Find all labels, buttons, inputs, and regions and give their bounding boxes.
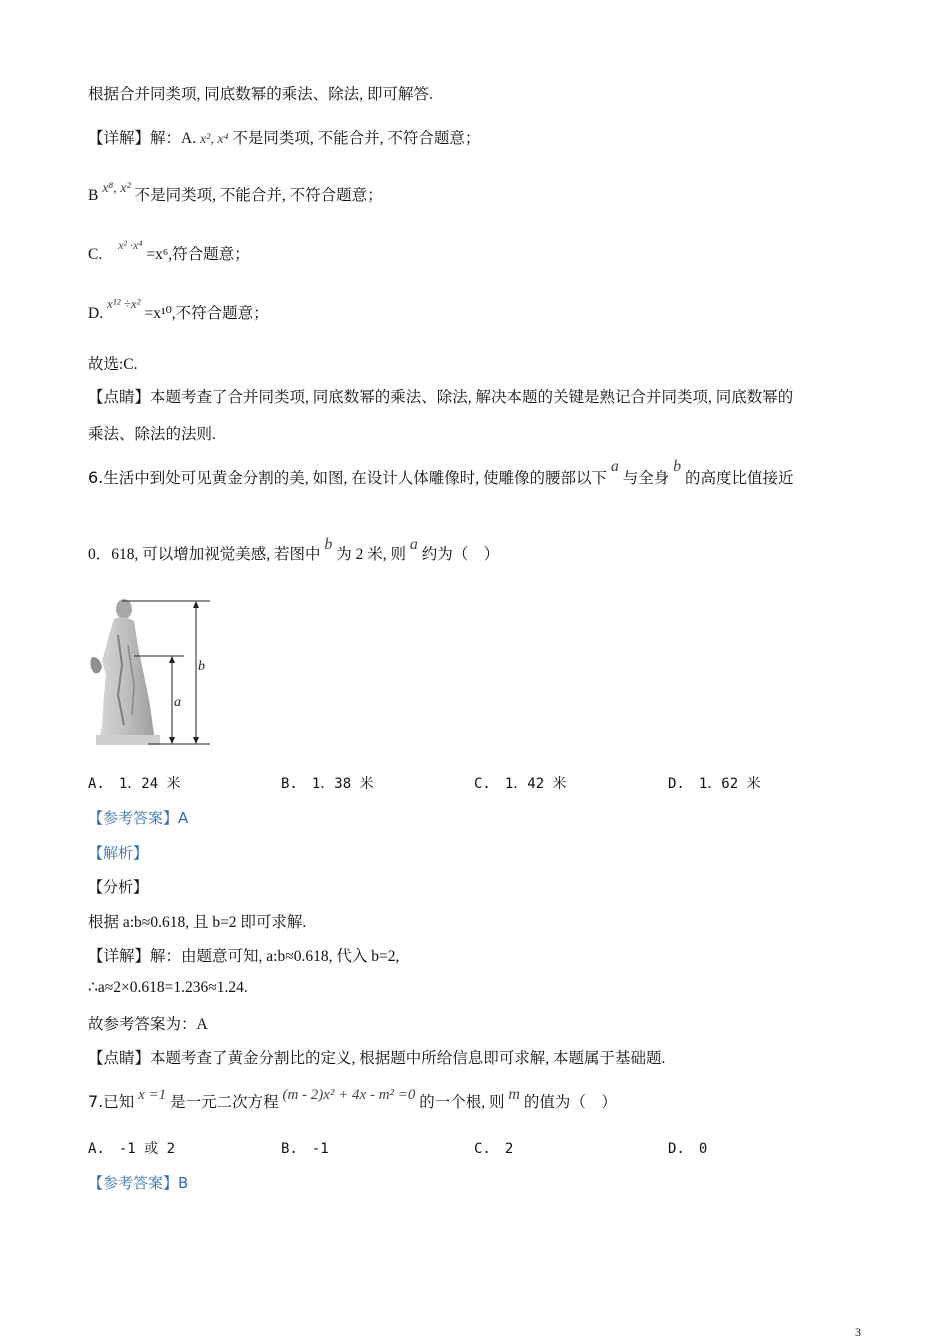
q6-text-b: 与全身: [622, 470, 670, 487]
q6-line-2: [88, 536, 500, 564]
detail-d-line: [88, 296, 269, 323]
option-a-terms: x², x⁴: [199, 132, 229, 147]
var-a: a: [610, 458, 619, 475]
var-a-2: a: [409, 536, 418, 553]
q7-eq2: (m - 2)x² + 4x - m² =0: [282, 1087, 416, 1103]
var-b: b: [673, 458, 682, 475]
q6-detail-tag: 【详解】: [88, 948, 151, 965]
choice-line: 故选:C.: [88, 356, 138, 373]
q7-text-1: 已知: [103, 1094, 135, 1111]
q7-text-3: 的一个根, 则: [419, 1094, 505, 1111]
page-number: 3: [855, 1325, 861, 1339]
detail-b-line: [88, 183, 383, 205]
option-c-expr: x² ·x⁴: [118, 238, 143, 252]
q6-option-b: B. 1．38 米: [281, 776, 374, 792]
q7-eq1: x =1: [138, 1087, 167, 1103]
q6-text-a: 生活中到处可见黄金分割的美, 如图, 在设计人体雕像时, 使雕像的腰部以下: [103, 470, 608, 487]
q6-text-2b: 为 2 米, 则: [336, 546, 407, 563]
q7-option-a: A. -1 或 2: [88, 1141, 176, 1157]
option-c-text: =x⁶,符合题意；: [146, 246, 250, 263]
detail-tag: 【详解】: [88, 130, 151, 147]
q6-fenxi: 根据 a:b≈0.618, 且 b=2 即可求解.: [88, 914, 307, 931]
q6-text-2a: 0．618, 可以增加视觉美感, 若图中: [88, 546, 321, 563]
option-d-label: D.: [88, 305, 104, 322]
detail-c-line: [88, 238, 250, 264]
q7-answer: [88, 1172, 188, 1193]
q6-comment-tag: 【点睛】: [88, 1050, 151, 1067]
q6-text-2c: 约为（ ）: [421, 546, 500, 563]
q6-comment: [88, 1046, 665, 1068]
q6-answer: [88, 807, 188, 828]
q6-final: 故参考答案为：A: [88, 1016, 208, 1033]
q6-fenxi-tag: 【分析】: [88, 878, 149, 896]
q6-text-c: 的高度比值接近: [685, 470, 794, 487]
q6-line-1: [88, 458, 794, 488]
option-d-expr: x¹² ÷x²: [106, 296, 141, 311]
figure-label-a: a: [174, 695, 181, 710]
q6-detail: [88, 944, 399, 966]
q6-answer-value: A: [178, 809, 189, 827]
var-b-2: b: [324, 536, 333, 553]
statue-shape: [90, 599, 160, 745]
q6-option-c: C. 1．42 米: [474, 776, 567, 792]
q7-option-d: D. 0: [668, 1141, 708, 1157]
comment-line-1: [88, 385, 793, 407]
q6-number: 6.: [88, 468, 104, 487]
option-b-text: 不是同类项, 不能合并, 不符合题意；: [134, 187, 383, 204]
option-d-text: =x¹⁰,不符合题意；: [144, 305, 269, 322]
detail-a-line: [88, 126, 480, 148]
q7-answer-value: B: [178, 1174, 189, 1192]
q6-option-d: D. 1．62 米: [668, 776, 761, 792]
q6-detail-text: 解：由题意可知, a:b≈0.618, 代入 b=2,: [150, 948, 400, 965]
option-c-label: C.: [88, 246, 103, 263]
comment-text: 本题考查了合并同类项, 同底数幂的乘法、除法, 解决本题的关键是熟记合并同类项, 同底数幂的: [150, 389, 794, 406]
comment-line-2: 乘法、除法的法则.: [88, 426, 216, 443]
option-a-text: 不是同类项, 不能合并, 不符合题意；: [232, 130, 481, 147]
figure-label-b: b: [198, 659, 205, 674]
q6-analysis-tag: 【解析】: [88, 844, 149, 862]
comment-tag: 【点睛】: [88, 389, 151, 406]
q7-text-2: 是一元二次方程: [170, 1094, 279, 1111]
q6-answer-tag: 【参考答案】: [88, 809, 179, 827]
q7-var-m: m: [508, 1086, 520, 1103]
detail-prefix: 解：A.: [150, 130, 197, 147]
intro-line: 根据合并同类项, 同底数幂的乘法、除法, 即可解答.: [88, 86, 433, 103]
q6-calc: ∴a≈2×0.618=1.236≈1.24.: [88, 979, 248, 996]
q6-comment-text: 本题考查了黄金分割比的定义, 根据题中所给信息即可求解, 本题属于基础题.: [150, 1050, 666, 1067]
q6-option-a: A. 1．24 米: [88, 776, 181, 792]
option-b-label: B: [88, 187, 99, 204]
q7-text-4: 的值为（ ）: [523, 1094, 617, 1111]
option-b-terms: x⁸, x²: [102, 181, 131, 196]
statue-figure: [88, 595, 218, 750]
q7-line: [88, 1086, 617, 1112]
q7-number: 7.: [88, 1092, 104, 1111]
q7-option-b: B. -1: [281, 1141, 329, 1157]
q7-answer-tag: 【参考答案】: [88, 1174, 179, 1192]
q7-option-c: C. 2: [474, 1141, 514, 1157]
